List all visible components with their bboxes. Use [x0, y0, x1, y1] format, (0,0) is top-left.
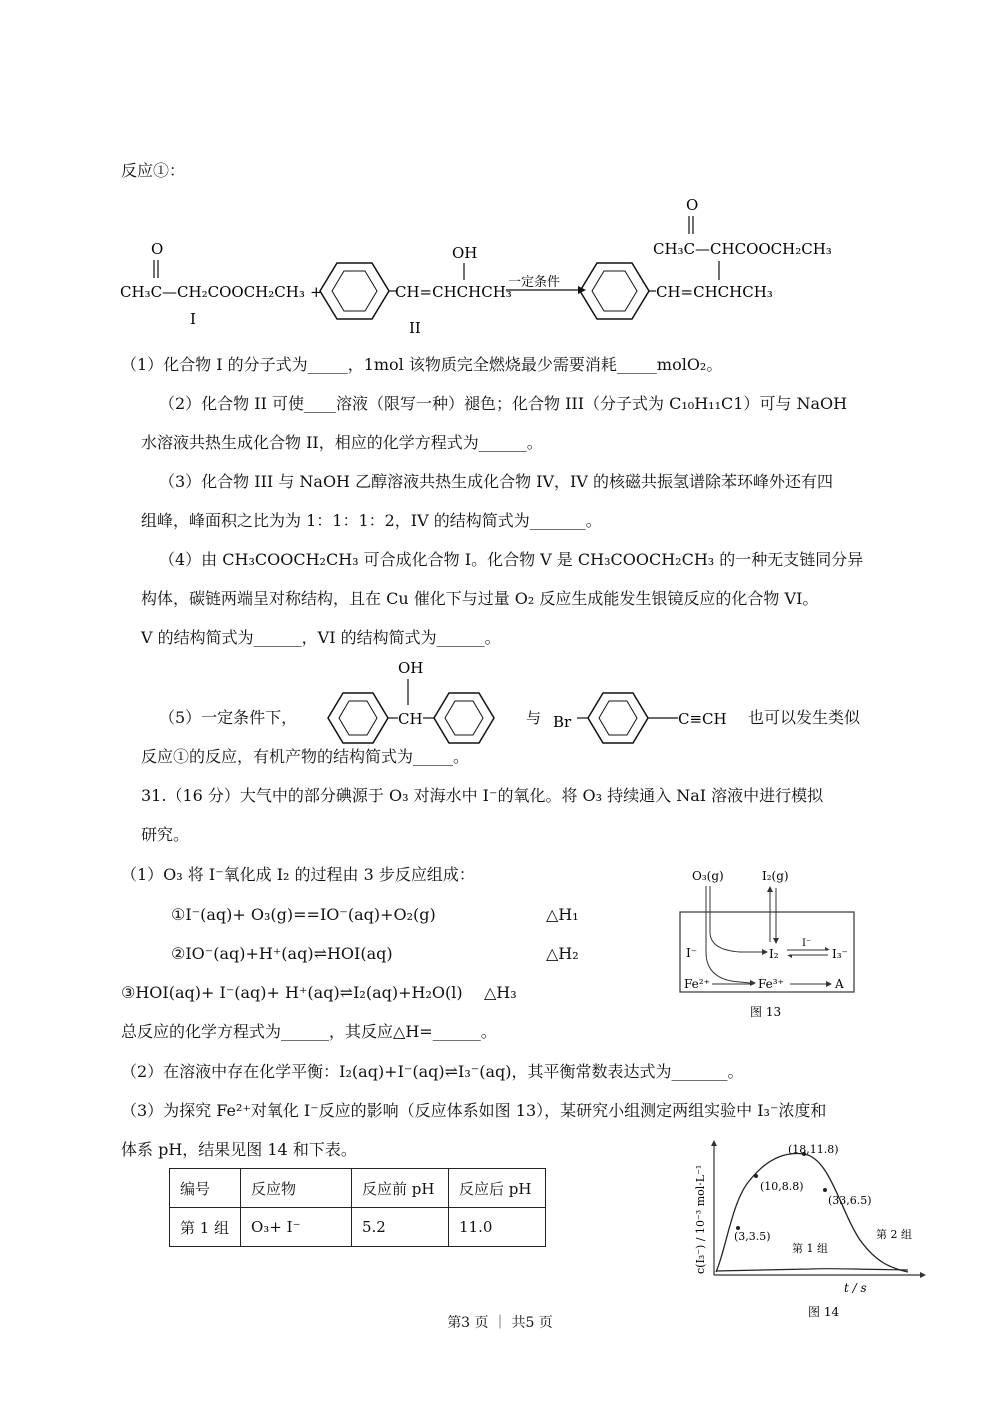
condition-label: 一定条件: [508, 275, 561, 290]
fig13-fe2: Fe²⁺: [684, 977, 710, 991]
fig14-point-2: (10,8.8): [760, 1180, 804, 1193]
question-31-part1: （1）O₃ 将 I⁻氧化成 I₂ 的过程由 3 步反应组成：: [121, 865, 475, 884]
benzene-ring-3: [328, 693, 388, 743]
cpd1-formula: CH₃C—CH₂COOCH₂CH₃: [120, 283, 305, 301]
page-footer: 第3 页 ｜ 共5 页: [447, 1315, 553, 1331]
table-header: 编号: [170, 1169, 241, 1208]
fig14-caption: 图 14: [808, 1305, 840, 1319]
answer-blank: ______: [281, 1022, 330, 1041]
group-1-curve: [716, 1269, 908, 1271]
question-2-line1: （2）化合物 II 可使____溶液（限写一种）褪色；化合物 III（分子式为 C₁₀H₁₁C1）可与 NaOH: [159, 394, 848, 413]
table-cell: 第 1 组: [170, 1208, 241, 1247]
answer-blank: ______: [432, 1022, 481, 1041]
answer-blank: _______: [671, 1062, 728, 1081]
benzene-ring-4: [434, 693, 494, 743]
answer-blank: ______: [478, 433, 527, 452]
reaction-step-2-dh: △H₂: [546, 944, 579, 963]
fig14-point-1: (18,11.8): [788, 1143, 839, 1156]
reaction-step-3: ③HOI(aq)+ I⁻(aq)+ H⁺(aq)⇌I₂(aq)+H₂O(l): [121, 983, 463, 1002]
q5-with: 与: [526, 709, 542, 727]
fig14-group1-label: 第 1 组: [792, 1242, 828, 1255]
prod-o: O: [686, 196, 699, 214]
question-3-line1: （3）化合物 III 与 NaOH 乙醇溶液共热生成化合物 IV，IV 的核磁共振氢谱除苯环峰外还有四: [159, 472, 834, 491]
question-2-line2: 水溶液共热生成化合物 II，相应的化学方程式为______。: [141, 433, 543, 452]
fig13-i2: I₂: [769, 947, 779, 961]
question-4-line3: V 的结构简式为______，VI 的结构简式为______。: [141, 628, 501, 647]
question-5-post: 也可以发生类似: [748, 708, 861, 727]
reaction-scheme-1: [110, 190, 870, 340]
figure-14: [680, 1140, 940, 1320]
fig13-o3: O₃(g): [692, 869, 724, 883]
table-cell: O₃+ I⁻: [241, 1208, 352, 1247]
table-header-row: [170, 1169, 546, 1208]
answer-blank: _____: [616, 355, 657, 374]
prod-top: CH₃C—CHCOOCH₂CH₃: [653, 240, 832, 258]
question-4-line2: 构体，碳链两端呈对称结构，且在 Cu 催化下与过量 O₂ 反应生成能发生银镜反应的化合物 VI。: [141, 589, 819, 608]
question-31-part3-line1: （3）为探究 Fe²⁺对氧化 I⁻反应的影响（反应体系如图 13），某研究小组测定两组实验中 I₃⁻浓度和: [121, 1101, 827, 1120]
benzene-ring-2: [580, 263, 649, 319]
question-31-part3-line2: 体系 pH，结果见图 14 和下表。: [121, 1140, 357, 1159]
reaction-step-3-dh: △H₃: [484, 983, 517, 1002]
table-cell: 11.0: [449, 1208, 546, 1247]
answer-blank: _____: [413, 747, 454, 766]
figure-13: [670, 862, 870, 1022]
fig14-point-3: (33,6.5): [828, 1194, 872, 1207]
answer-blank: ______: [436, 628, 485, 647]
fig14-point-4: (3,3.5): [734, 1230, 771, 1243]
fig14-xlabel: t / s: [844, 1281, 867, 1295]
q5-br: Br: [553, 713, 572, 731]
table-header: 反应前 pH: [352, 1169, 449, 1208]
fig14-ylabel: c(I₃⁻) / 10⁻³ mol·L⁻¹: [694, 1164, 707, 1274]
question-5-structures: [320, 655, 770, 745]
table-header: 反应后 pH: [449, 1169, 546, 1208]
reaction-step-1: ①I⁻(aq)+ O₃(g)==IO⁻(aq)+O₂(g): [171, 905, 436, 924]
question-3-line2: 组峰，峰面积之比为为 1：1：1：2，IV 的结构简式为_______。: [141, 511, 602, 530]
cpd1-o: O: [151, 240, 164, 258]
q5-ch: CH: [398, 710, 423, 728]
fig13-i-minus: I⁻: [686, 946, 698, 960]
answer-blank: ______: [253, 628, 302, 647]
q5-oh: OH: [398, 659, 424, 677]
cpd2-label: II: [409, 319, 421, 337]
plus-sign: +: [310, 283, 323, 301]
benzene-ring-1: [320, 263, 389, 319]
question-31-line1: 31.（16 分）大气中的部分碘源于 O₃ 对海水中 I⁻的氧化。将 O₃ 持续通入 NaI 溶液中进行模拟: [141, 786, 824, 805]
answer-blank: ____: [304, 394, 336, 413]
cpd1-label: I: [190, 310, 196, 328]
answer-blank: _____: [307, 355, 348, 374]
q5-alkyne: C≡CH: [678, 710, 727, 728]
fig13-i3: I₃⁻: [832, 947, 848, 961]
question-1: （1）化合物 I 的分子式为_____，1mol 该物质完全燃烧最少需要消耗_____molO₂。: [121, 355, 723, 374]
fig13-caption: 图 13: [750, 1005, 782, 1019]
table-cell: 5.2: [352, 1208, 449, 1247]
question-5-line2: 反应①的反应，有机产物的结构简式为_____。: [141, 747, 470, 766]
fig13-a: A: [835, 977, 844, 991]
table-header: 反应物: [241, 1169, 352, 1208]
fig14-group2-label: 第 2 组: [876, 1228, 912, 1241]
fig13-i2g: I₂(g): [762, 869, 789, 883]
benzene-ring-5: [588, 693, 648, 743]
question-31-line2: 研究。: [141, 825, 190, 844]
question-31-total: 总反应的化学方程式为______，其反应△H=______。: [121, 1022, 497, 1041]
fig13-fe3: Fe³⁺: [758, 977, 784, 991]
fig13-i-minus-arrow: I⁻: [802, 938, 812, 949]
prod-chain: CH=CHCHCH₃: [656, 283, 773, 301]
answer-blank: _______: [529, 511, 586, 530]
reaction-step-2: ②IO⁻(aq)+H⁺(aq)⇌HOI(aq): [171, 944, 393, 963]
reaction-step-1-dh: △H₁: [546, 905, 579, 924]
reaction1-label: 反应①：: [121, 161, 186, 180]
table-row: [170, 1208, 546, 1247]
data-table: [169, 1168, 546, 1247]
question-5-pre: （5）一定条件下，: [159, 708, 298, 727]
question-31-part2: （2）在溶液中存在化学平衡：I₂(aq)+I⁻(aq)⇌I₃⁻(aq)，其平衡常数表达式为_______。: [121, 1062, 744, 1081]
question-4-line1: （4）由 CH₃COOCH₂CH₃ 可合成化合物 I。化合物 V 是 CH₃COOCH₂CH₃ 的一种无支链同分异: [159, 550, 864, 569]
cpd2-oh: OH: [452, 244, 478, 262]
cpd2-chain: CH=CHCHCH₃: [395, 283, 512, 301]
